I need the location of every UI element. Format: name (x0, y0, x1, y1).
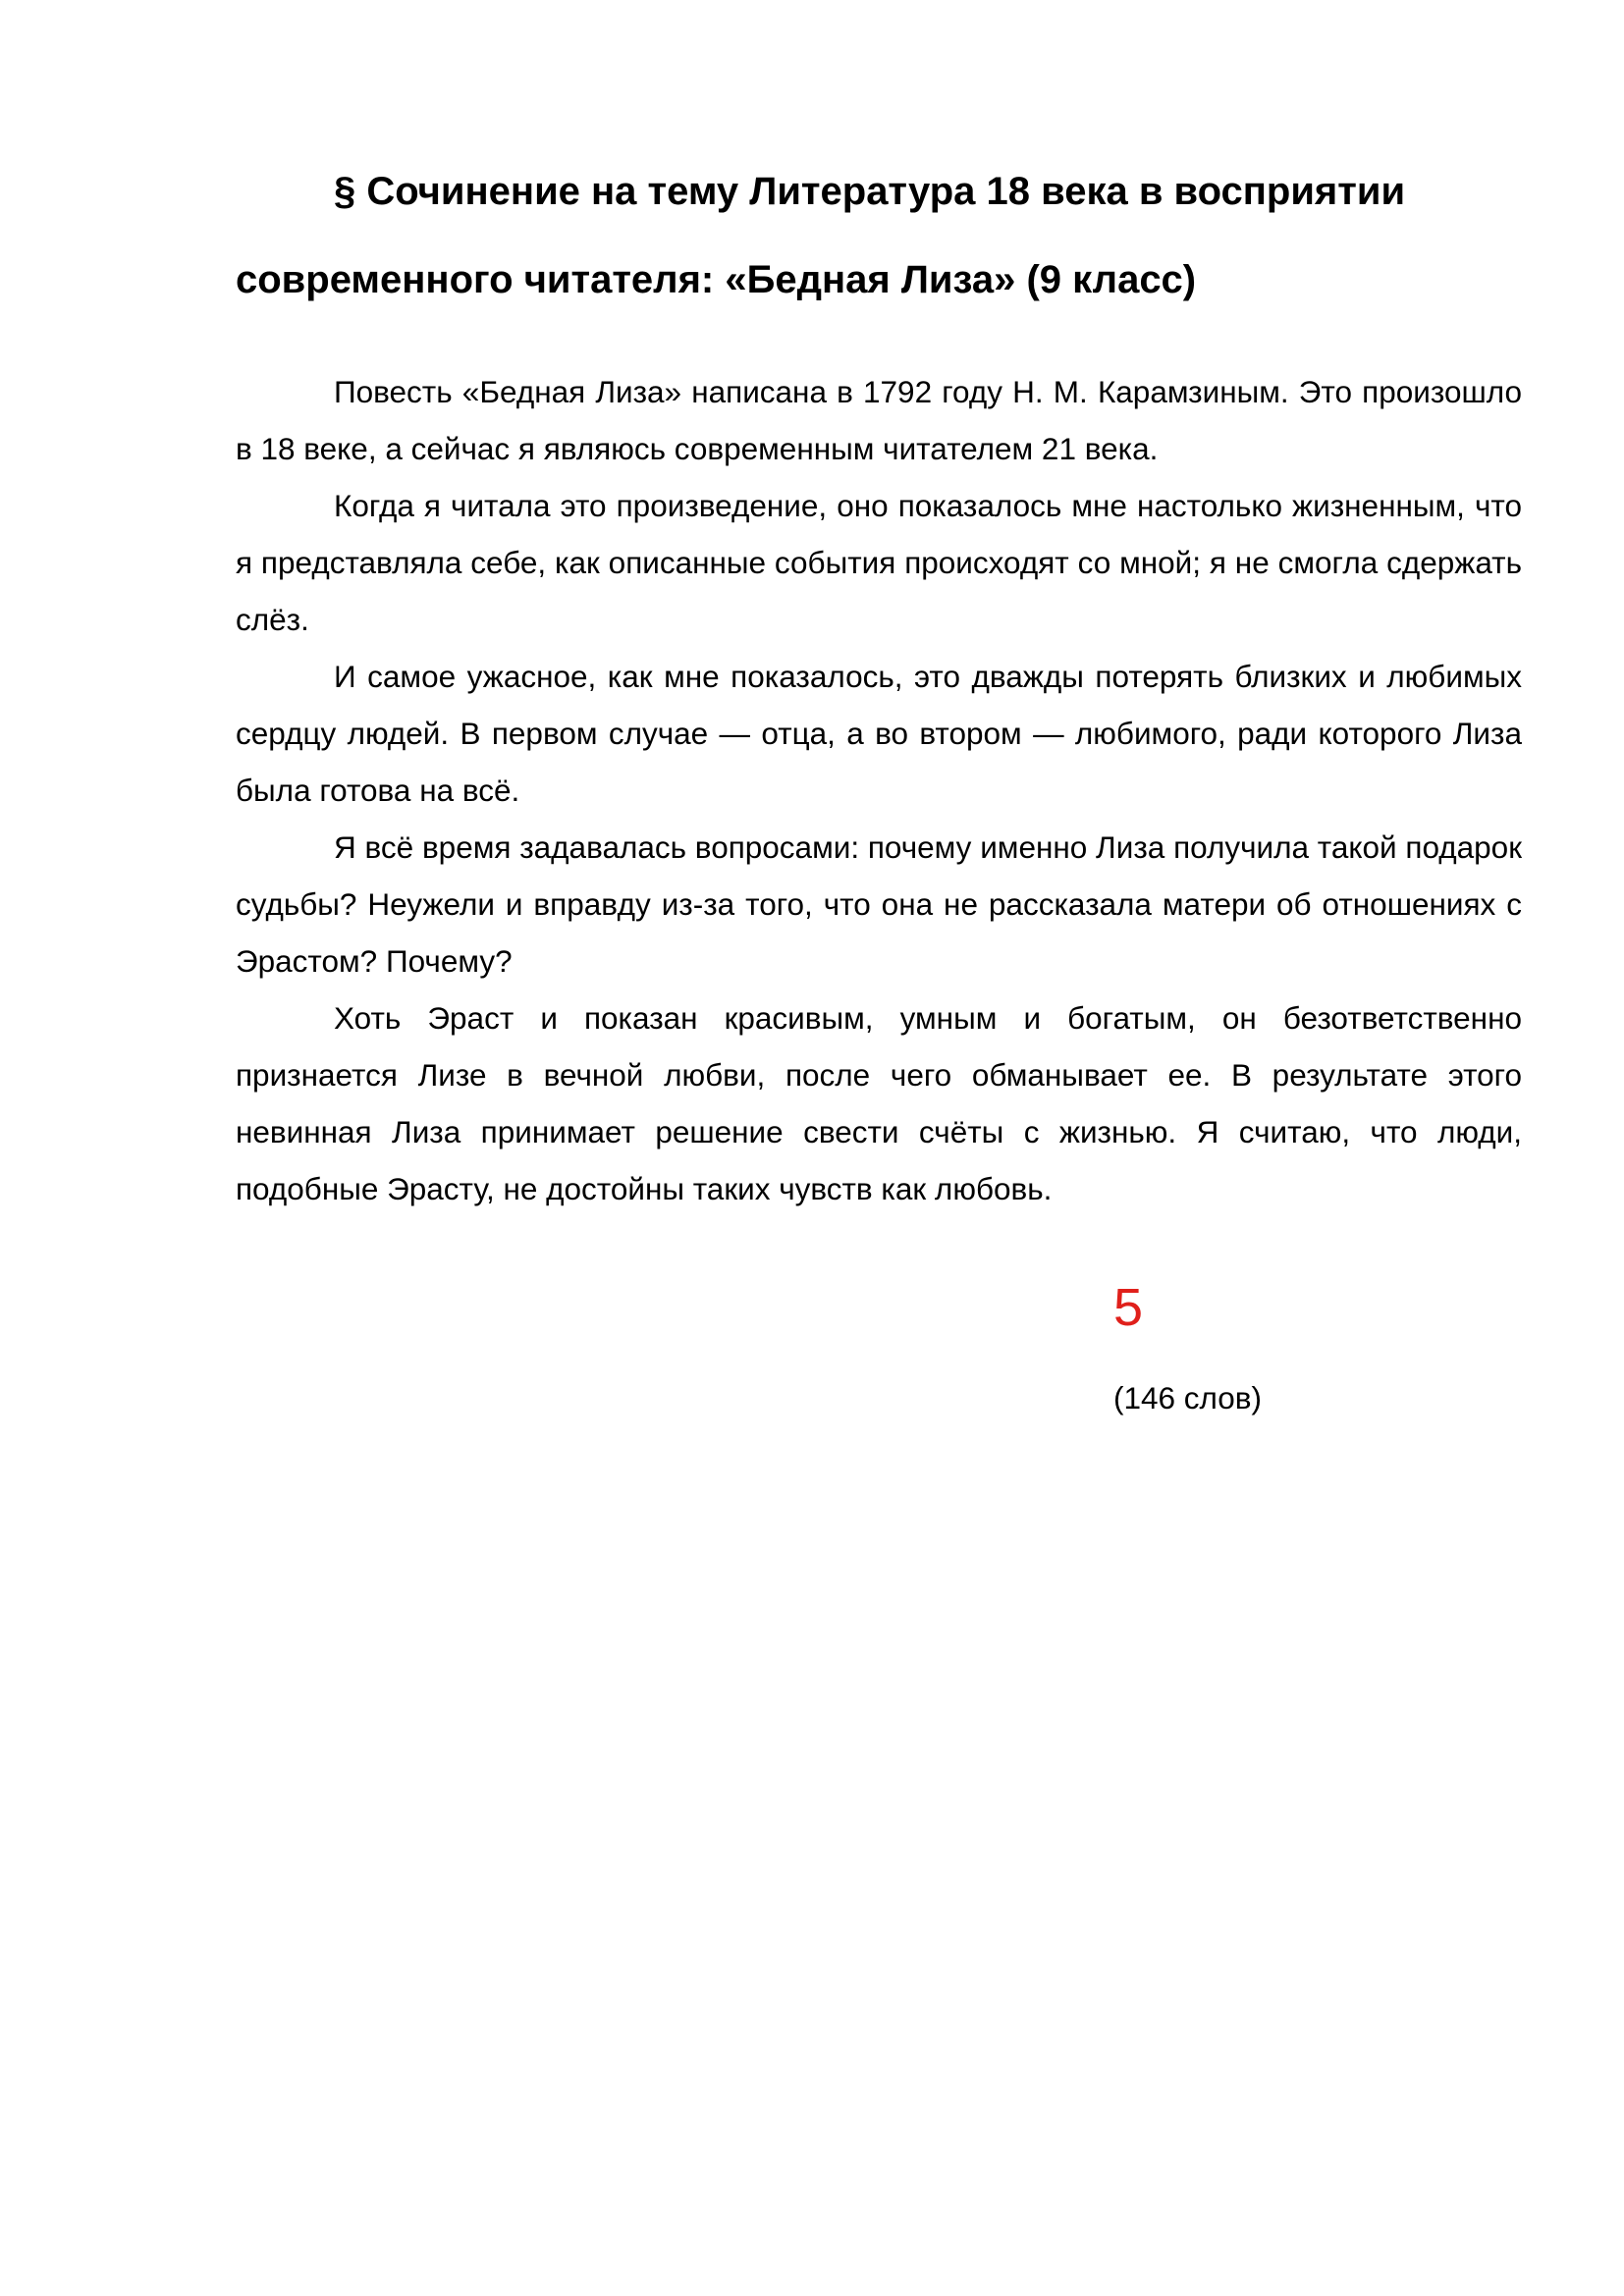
essay-paragraph-1: Повесть «Бедная Лиза» написана в 1792 году Н. М. Карамзиным. Это произошло в 18 веке, а сейчас я являюсь современным читателем 21 века. (236, 374, 1522, 466)
word-count: (146 слов) (1113, 1380, 1263, 1415)
essay-body (236, 363, 1522, 1217)
essay-paragraph-2: Когда я читала это произведение, оно показалось мне настолько жизненным, что я представляла себе, как описанные события происходят со мной; я не смогла сдержать слёз. (236, 488, 1522, 637)
grade-mark: 5 (1113, 1278, 1144, 1337)
essay-paragraph-4: Я всё время задавалась вопросами: почему именно Лиза получила такой подарок судьбы? Неужели и вправду из-за того, что она не рассказала матери об отношениях с Эрастом? Почему? (236, 829, 1522, 979)
essay-paragraph-5: Хоть Эраст и показан красивым, умным и богатым, он безответственно признается Лизе в вечной любви, после чего обманывает ее. В результате этого невинная Лиза принимает решение свести счёты с жизнью. Я считаю, что люди, подобные Эрасту, не достойны таких чувств как любовь. (236, 1000, 1522, 1206)
essay-paragraph-3: И самое ужасное, как мне показалось, это дважды потерять близких и любимых сердцу людей. В первом случае — отца, а во втором — любимого, ради которого Лиза была готова на всё. (236, 659, 1522, 808)
essay-title: § Сочинение на тему Литература 18 века в восприятии современного читателя: «Бедная Лиза» (9 класс) (236, 170, 1406, 301)
document-content (236, 147, 1522, 1217)
